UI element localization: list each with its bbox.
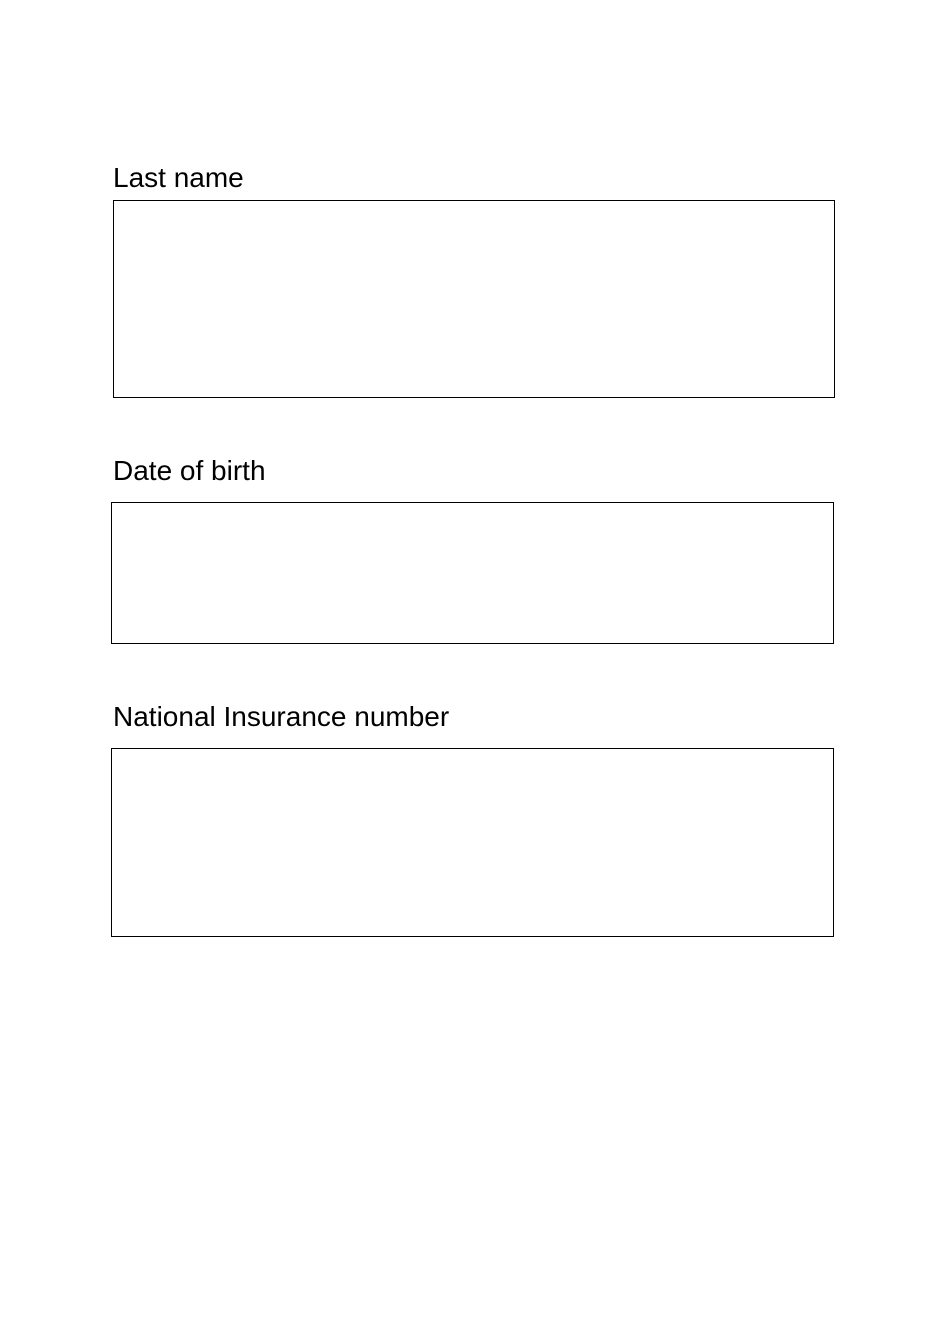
- last-name-field[interactable]: [113, 200, 835, 398]
- national-insurance-number-label: National Insurance number: [113, 701, 450, 732]
- date-of-birth-label: Date of birth: [113, 455, 266, 486]
- national-insurance-number-field[interactable]: [111, 748, 834, 937]
- date-of-birth-field[interactable]: [111, 502, 834, 644]
- last-name-label: Last name: [113, 162, 244, 193]
